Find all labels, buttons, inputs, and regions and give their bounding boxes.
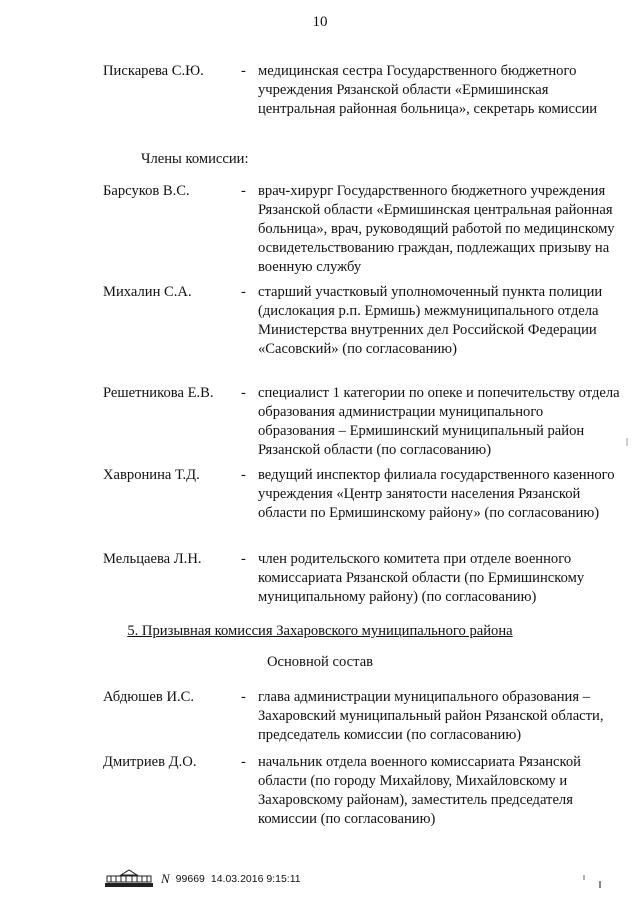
member-name: Барсуков В.С. — [103, 183, 190, 199]
member-description: специалист 1 категории по опеке и попечительству отдела образования администрации муниципального образования – Ермишинский муниципальный район Рязанской области (по согласованию) — [258, 385, 620, 458]
member-name: Мельцаева Л.Н. — [103, 551, 202, 567]
document-timestamp: 14.03.2016 9:15:11 — [210, 873, 301, 885]
member-description: старший участковый уполномоченный пункта полиции (дислокация р.п. Ермишь) межмуниципального отдела Министерства внутренних дел Российской Федерации «Сасовский» (по согласованию) — [258, 284, 603, 357]
member-name: Дмитриев Д.О. — [103, 754, 197, 770]
dash: - — [241, 689, 246, 705]
subsection-heading: Основной состав — [266, 654, 374, 670]
member-description: глава администрации муниципального образования – Захаровский муниципальный район Рязанской области, председатель комиссии (по согласованию) — [258, 689, 604, 743]
member-name: Решетникова Е.В. — [103, 385, 214, 401]
document-footer — [103, 868, 301, 890]
member-name: Абдюшев И.С. — [103, 689, 195, 705]
member-description: медицинская сестра Государственного бюджетного учреждения Рязанской области «Ермишинская центральная районная больница», секретарь комиссии — [258, 63, 598, 117]
member-name: Михалин С.А. — [103, 284, 192, 300]
section-heading: 5. Призывная комиссия Захаровского муниципального района — [127, 623, 513, 639]
dash: - — [241, 754, 246, 770]
dash: - — [241, 551, 246, 567]
dash: - — [241, 63, 246, 79]
footer-separator: N — [161, 871, 170, 886]
document-number: 99669 — [175, 873, 205, 885]
dash: - — [241, 385, 246, 401]
page-number: 10 — [312, 14, 328, 30]
dash: - — [241, 467, 246, 483]
dash: - — [241, 284, 246, 300]
member-description: начальник отдела военного комиссариата Рязанской области (по городу Михайлову, Михайловскому и Захаровскому районам), заместитель председателя комиссии (по согласованию) — [258, 754, 581, 827]
member-description: ведущий инспектор филиала государственного казенного учреждения «Центр занятости населения Рязанской области по Ермишинскому району» (по согласованию) — [258, 467, 615, 521]
member-description: член родительского комитета при отделе военного комиссариата Рязанской области (по Ермишинскому муниципальному району) (по согласованию) — [258, 551, 585, 605]
dash: - — [241, 183, 246, 199]
member-name: Пискарева С.Ю. — [103, 63, 204, 79]
member-name: Хавронина Т.Д. — [103, 467, 200, 483]
member-description: врач-хирург Государственного бюджетного учреждения Рязанской области «Ермишинская центральная районная больница», врач, руководящий работой по медицинскому освидетельствованию граждан, подлежащих призыву на военную службу — [258, 183, 615, 275]
building-emblem-icon — [103, 869, 155, 889]
members-heading: Члены комиссии: — [141, 151, 249, 167]
